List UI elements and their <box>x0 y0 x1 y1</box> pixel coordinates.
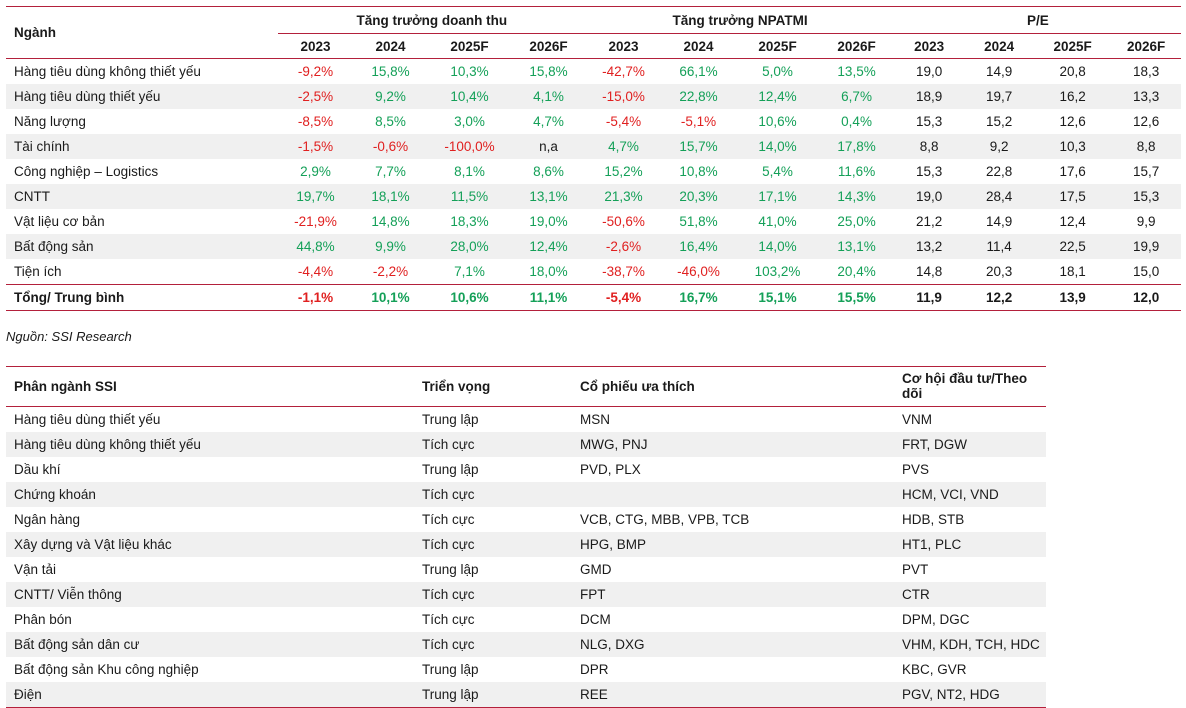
table1-cell-npat: 6,7% <box>819 84 894 109</box>
table2-header-preferred: Cổ phiếu ưa thích <box>572 367 894 407</box>
table1-cell-rev: 19,7% <box>278 184 353 209</box>
table1-row-label: Vật liệu cơ bản <box>14 214 105 229</box>
table1-row-label: Công nghiệp – Logistics <box>14 164 159 179</box>
table1-cell-rev: 44,8% <box>278 234 353 259</box>
table1-rev-2025f: 2025F <box>428 34 511 59</box>
table1-cell-rev: -2,2% <box>372 264 409 279</box>
table1-npat-2024: 2024 <box>661 34 736 59</box>
table2-cell-preferred: NLG, DXG <box>572 632 894 657</box>
table1-npat-2025f: 2025F <box>736 34 819 59</box>
table1-cell-npat: 66,1% <box>679 64 718 79</box>
table2-cell-outlook: Tích cực <box>414 582 572 607</box>
table1-cell-npat: -15,0% <box>586 84 661 109</box>
table1-cell-rev: 19,0% <box>529 214 568 229</box>
table2-cell-outlook: Trung lập <box>422 412 479 427</box>
table1-cell-pe: 19,0 <box>915 64 943 79</box>
table1-cell-pe: 15,2 <box>985 114 1013 129</box>
table1-cell-pe: 19,7 <box>964 84 1034 109</box>
table1-cell-npat: -50,6% <box>602 214 645 229</box>
table1-cell-npat: -42,7% <box>602 64 645 79</box>
table1-cell-pe: 15,3 <box>1111 184 1181 209</box>
table2-cell-watchlist: HDB, STB <box>902 512 965 527</box>
table1-cell-pe: 15,3 <box>915 164 943 179</box>
table2-cell-outlook: Trung lập <box>422 562 479 577</box>
table1-cell-rev: 8,1% <box>454 164 485 179</box>
table1-cell-npat: 51,8% <box>679 214 718 229</box>
table2-header-watchlist: Cơ hội đầu tư/Theo dõi <box>894 367 1046 407</box>
table1-cell-npat: 15,7% <box>661 134 736 159</box>
table-row <box>6 209 1181 234</box>
table1-cell-rev: 7,7% <box>375 164 406 179</box>
table2-cell-watchlist: KBC, GVR <box>902 662 967 677</box>
table-row <box>6 657 1046 682</box>
table1-cell-rev: n,a <box>511 134 586 159</box>
table1-cell-rev: 14,8% <box>371 214 410 229</box>
table1-cell-pe: 12,0 <box>1111 285 1181 311</box>
table-row <box>6 557 1046 582</box>
sector-recommendation-table <box>6 366 1046 708</box>
table2-cell-outlook: Trung lập <box>414 682 572 708</box>
table1-cell-npat: 20,3% <box>661 184 736 209</box>
table1-cell-npat: -5,1% <box>680 114 717 129</box>
table-row <box>6 234 1181 259</box>
table-row <box>6 607 1046 632</box>
table2-cell-preferred: VCB, CTG, MBB, VPB, TCB <box>580 512 750 527</box>
table1-cell-npat: 10,8% <box>679 164 718 179</box>
table2-cell-subsector: Điện <box>6 682 414 708</box>
table1-row-label: Năng lượng <box>14 114 86 129</box>
table1-cell-pe: 12,6 <box>1132 114 1160 129</box>
table1-pe-2024: 2024 <box>964 34 1034 59</box>
table1-cell-rev: 10,3% <box>450 64 489 79</box>
table1-cell-npat: 17,8% <box>819 134 894 159</box>
table1-cell-rev: 10,6% <box>428 285 511 311</box>
table-row <box>6 632 1046 657</box>
table1-pe-2026f: 2026F <box>1111 34 1181 59</box>
table1-cell-rev: -9,2% <box>297 64 334 79</box>
table1-cell-rev: 10,1% <box>353 285 428 311</box>
table2-header-row <box>6 367 1046 407</box>
table1-cell-rev: -0,6% <box>353 134 428 159</box>
table1-cell-npat: 15,1% <box>736 285 819 311</box>
table1-cell-npat: 21,3% <box>586 184 661 209</box>
sector-forecast-table <box>6 6 1181 311</box>
table1-corner-label: Ngành <box>6 7 278 59</box>
table1-cell-npat: -46,0% <box>677 264 720 279</box>
table1-cell-rev: 8,5% <box>375 114 406 129</box>
table1-cell-pe: 15,0 <box>1132 264 1160 279</box>
table1-cell-npat: 13,5% <box>837 64 876 79</box>
table1-cell-pe: 18,1 <box>1059 264 1086 279</box>
table2-cell-preferred: PVD, PLX <box>580 462 641 477</box>
table2-cell-preferred: MWG, PNJ <box>572 432 894 457</box>
table1-cell-rev: -8,5% <box>297 114 334 129</box>
table-row <box>6 682 1046 708</box>
table1-cell-npat: 15,2% <box>604 164 643 179</box>
table1-cell-npat: 13,1% <box>819 234 894 259</box>
table2-cell-outlook: Tích cực <box>422 612 475 627</box>
table-row <box>6 134 1181 159</box>
table1-cell-npat: -5,4% <box>605 114 642 129</box>
table2-cell-outlook: Trung lập <box>422 462 479 477</box>
table2-cell-subsector: CNTT/ Viễn thông <box>6 582 414 607</box>
table2-cell-preferred: GMD <box>580 562 612 577</box>
table1-cell-pe: 9,2 <box>964 134 1034 159</box>
table2-cell-preferred: MSN <box>580 412 610 427</box>
table1-cell-pe: 28,4 <box>964 184 1034 209</box>
table1-cell-pe: 12,2 <box>964 285 1034 311</box>
table1-cell-pe: 20,3 <box>985 264 1013 279</box>
table2-cell-watchlist: HT1, PLC <box>894 532 1046 557</box>
table1-row-label: Tiện ích <box>14 264 62 279</box>
table2-cell-preferred: REE <box>572 682 894 708</box>
table1-cell-pe: 13,2 <box>894 234 964 259</box>
table1-row-label: Bất động sản <box>6 234 278 259</box>
table1-group-npatmi: Tăng trưởng NPATMI <box>586 7 894 34</box>
table1-cell-pe: 14,9 <box>985 64 1013 79</box>
table1-cell-rev: 9,2% <box>353 84 428 109</box>
table2-cell-subsector: Vận tải <box>14 562 57 577</box>
table2-body <box>6 407 1046 708</box>
table1-cell-rev: -1,1% <box>278 285 353 311</box>
table1-cell-pe: 8,8 <box>894 134 964 159</box>
table1-cell-pe: 21,2 <box>915 214 943 229</box>
table1-cell-pe: 18,9 <box>894 84 964 109</box>
table1-cell-pe: 19,9 <box>1111 234 1181 259</box>
table1-cell-npat: 15,5% <box>819 285 894 311</box>
table2-cell-subsector: Dầu khí <box>14 462 61 477</box>
table1-cell-rev: 4,7% <box>533 114 564 129</box>
table1-cell-npat: 10,6% <box>758 114 797 129</box>
table2-cell-watchlist: PVS <box>902 462 930 477</box>
table2-cell-watchlist: VNM <box>902 412 932 427</box>
table2-cell-watchlist: PVT <box>902 562 929 577</box>
table1-cell-rev: -4,4% <box>297 264 334 279</box>
table1-pe-2025f: 2025F <box>1034 34 1111 59</box>
table1-cell-pe: 12,4 <box>1059 214 1086 229</box>
table1-cell-npat: 5,0% <box>762 64 793 79</box>
table1-cell-npat: 11,6% <box>837 164 876 179</box>
table2-cell-outlook: Tích cực <box>414 432 572 457</box>
table1-cell-rev: 28,0% <box>428 234 511 259</box>
table1-cell-pe: 13,3 <box>1111 84 1181 109</box>
table2-header-subsector: Phân ngành SSI <box>6 367 414 407</box>
table2-cell-watchlist: DPM, DGC <box>902 612 970 627</box>
table1-cell-pe: 11,4 <box>964 234 1034 259</box>
table1-npat-2023: 2023 <box>586 34 661 59</box>
table2-cell-watchlist: HCM, VCI, VND <box>894 482 1046 507</box>
table1-cell-pe: 17,5 <box>1034 184 1111 209</box>
table1-cell-pe: 12,6 <box>1059 114 1086 129</box>
table2-cell-outlook: Tích cực <box>414 532 572 557</box>
table1-cell-rev: -1,5% <box>278 134 353 159</box>
table2-cell-outlook: Tích cực <box>422 512 475 527</box>
table1-rev-2026f: 2026F <box>511 34 586 59</box>
table2-cell-outlook: Tích cực <box>414 482 572 507</box>
table-row <box>6 109 1181 134</box>
table1-cell-pe: 11,9 <box>894 285 964 311</box>
table1-cell-pe: 18,3 <box>1132 64 1160 79</box>
table2-cell-watchlist: CTR <box>894 582 1046 607</box>
table1-cell-pe: 19,0 <box>894 184 964 209</box>
table1-cell-pe: 22,5 <box>1034 234 1111 259</box>
table1-cell-rev: 9,9% <box>353 234 428 259</box>
table1-cell-npat: 14,0% <box>736 134 819 159</box>
table1-cell-rev: 18,1% <box>353 184 428 209</box>
table-row <box>6 482 1046 507</box>
table1-cell-npat: 16,4% <box>661 234 736 259</box>
table1-cell-rev: 10,4% <box>428 84 511 109</box>
table-row <box>6 84 1181 109</box>
table1-group-revenue: Tăng trưởng doanh thu <box>278 7 586 34</box>
table1-cell-pe: 14,9 <box>985 214 1013 229</box>
table1-cell-npat: 25,0% <box>837 214 876 229</box>
table1-cell-rev: 11,1% <box>511 285 586 311</box>
table1-cell-rev: -100,0% <box>428 134 511 159</box>
table2-cell-preferred: HPG, BMP <box>572 532 894 557</box>
table1-cell-npat: 0,4% <box>841 114 872 129</box>
table1-row-label: Tổng/ Trung bình <box>6 285 278 311</box>
table2-cell-outlook: Trung lập <box>422 662 479 677</box>
table1-cell-npat: 14,3% <box>819 184 894 209</box>
table1-cell-rev: 4,1% <box>511 84 586 109</box>
table1-cell-pe: 13,9 <box>1034 285 1111 311</box>
table1-cell-rev: 11,5% <box>428 184 511 209</box>
table2-cell-subsector: Xây dựng và Vật liệu khác <box>6 532 414 557</box>
table1-row-label: CNTT <box>6 184 278 209</box>
table1-cell-pe: 22,8 <box>985 164 1013 179</box>
table1-body <box>6 59 1181 311</box>
table1-cell-rev: 12,4% <box>511 234 586 259</box>
table1-cell-npat: 17,1% <box>736 184 819 209</box>
table1-cell-rev: 15,8% <box>371 64 410 79</box>
table1-cell-rev: 8,6% <box>533 164 564 179</box>
table1-group-header-row <box>6 7 1181 34</box>
table-row <box>6 582 1046 607</box>
table1-rev-2024: 2024 <box>353 34 428 59</box>
table1-cell-npat: -2,6% <box>586 234 661 259</box>
table-row <box>6 457 1046 482</box>
table1-row-label: Hàng tiêu dùng không thiết yếu <box>14 64 201 79</box>
table1-cell-rev: 15,8% <box>529 64 568 79</box>
table1-group-pe: P/E <box>894 7 1181 34</box>
table1-cell-pe: 20,8 <box>1059 64 1086 79</box>
table1-cell-rev: 18,0% <box>529 264 568 279</box>
table1-cell-npat: 5,4% <box>762 164 793 179</box>
table1-cell-npat: 4,7% <box>586 134 661 159</box>
source-note: Nguồn: SSI Research <box>6 329 132 344</box>
table1-cell-rev: 2,9% <box>300 164 331 179</box>
table1-cell-pe: 17,6 <box>1059 164 1086 179</box>
table-row <box>6 259 1181 285</box>
table1-cell-rev: 7,1% <box>454 264 485 279</box>
table1-row-label: Hàng tiêu dùng thiết yếu <box>6 84 278 109</box>
table1-cell-npat: 20,4% <box>837 264 876 279</box>
table1-cell-npat: 22,8% <box>661 84 736 109</box>
table2-header-outlook: Triển vọng <box>414 367 572 407</box>
table2-cell-preferred: DPR <box>580 662 609 677</box>
table1-cell-npat: 16,7% <box>661 285 736 311</box>
table2-cell-subsector: Bất động sản dân cư <box>6 632 414 657</box>
table1-npat-2026f: 2026F <box>819 34 894 59</box>
table1-cell-rev: 18,3% <box>450 214 489 229</box>
table-row <box>6 407 1046 433</box>
table1-pe-2023: 2023 <box>894 34 964 59</box>
table1-cell-npat: -38,7% <box>602 264 645 279</box>
table-row <box>6 159 1181 184</box>
report-page <box>0 6 1186 708</box>
table-row <box>6 507 1046 532</box>
table1-cell-pe: 15,7 <box>1132 164 1160 179</box>
table-row <box>6 184 1181 209</box>
table2-cell-watchlist: FRT, DGW <box>894 432 1046 457</box>
table2-cell-subsector: Phân bón <box>14 612 72 627</box>
table1-cell-pe: 8,8 <box>1111 134 1181 159</box>
table1-cell-npat: 103,2% <box>754 264 801 279</box>
table1-cell-pe: 10,3 <box>1034 134 1111 159</box>
table1-cell-npat: 12,4% <box>736 84 819 109</box>
table-row <box>6 59 1181 85</box>
table1-cell-pe: 16,2 <box>1034 84 1111 109</box>
table1-rev-2023: 2023 <box>278 34 353 59</box>
table2-cell-subsector: Ngân hàng <box>14 512 81 527</box>
table1-cell-pe: 15,3 <box>915 114 943 129</box>
table2-cell-subsector: Chứng khoán <box>6 482 414 507</box>
table2-cell-watchlist: VHM, KDH, TCH, HDC <box>894 632 1046 657</box>
table-row <box>6 532 1046 557</box>
table2-cell-outlook: Tích cực <box>414 632 572 657</box>
table1-cell-pe: 9,9 <box>1136 214 1156 229</box>
table2-cell-preferred <box>572 482 894 507</box>
table-row <box>6 432 1046 457</box>
table2-cell-preferred: FPT <box>572 582 894 607</box>
table1-cell-npat: 41,0% <box>758 214 797 229</box>
table2-cell-watchlist: PGV, NT2, HDG <box>894 682 1046 708</box>
table2-cell-subsector: Bất động sản Khu công nghiệp <box>14 662 199 677</box>
table-row <box>6 285 1181 311</box>
table1-cell-npat: -5,4% <box>586 285 661 311</box>
table2-cell-subsector: Hàng tiêu dùng không thiết yếu <box>6 432 414 457</box>
table1-cell-rev: 13,1% <box>511 184 586 209</box>
table1-cell-rev: -21,9% <box>294 214 337 229</box>
table1-cell-rev: -2,5% <box>278 84 353 109</box>
table2-cell-preferred: DCM <box>580 612 611 627</box>
table1-cell-npat: 14,0% <box>736 234 819 259</box>
table1-row-label: Tài chính <box>6 134 278 159</box>
table1-cell-pe: 14,8 <box>915 264 943 279</box>
table1-cell-rev: 3,0% <box>454 114 485 129</box>
table2-cell-subsector: Hàng tiêu dùng thiết yếu <box>14 412 161 427</box>
